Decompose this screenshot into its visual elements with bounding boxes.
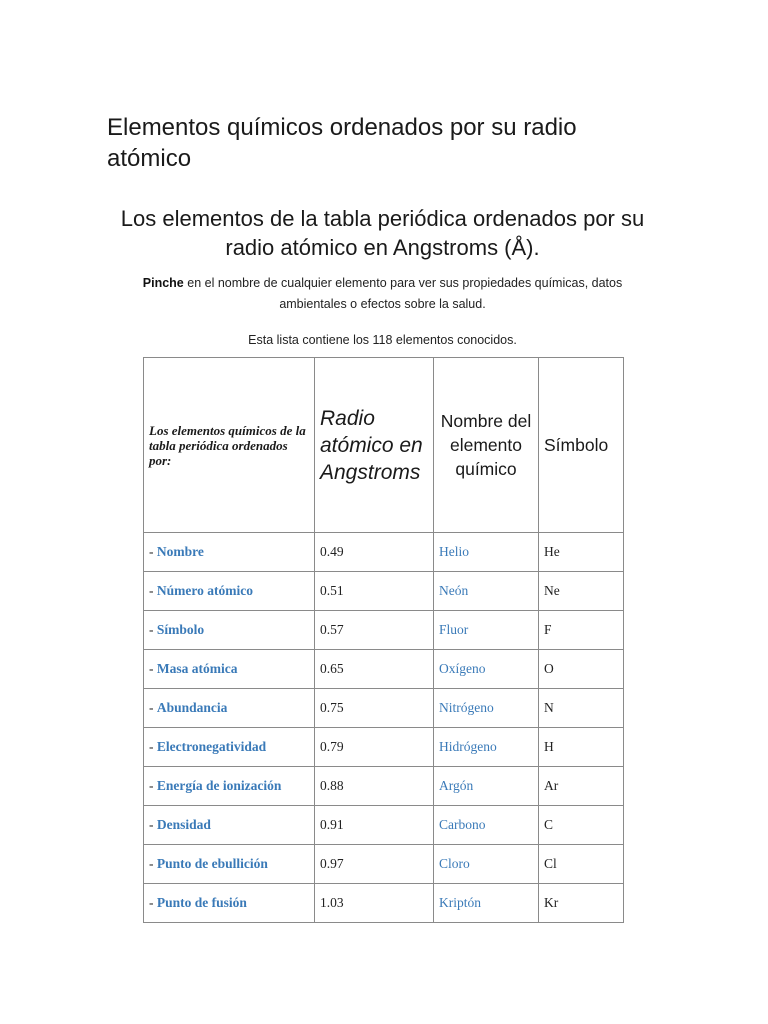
sort-criterion-cell: [144, 611, 315, 650]
radius-value: 0.65: [315, 650, 434, 689]
element-symbol: C: [539, 806, 624, 845]
header-symbol: Símbolo: [539, 358, 624, 533]
element-name-cell: [434, 650, 539, 689]
instructions-bold: Pinche: [142, 276, 184, 290]
sort-criterion-cell: [144, 767, 315, 806]
element-link[interactable]: Carbono: [439, 817, 486, 832]
sort-criterion-cell: [144, 533, 315, 572]
radius-value: 0.91: [315, 806, 434, 845]
table-body: [144, 533, 624, 923]
radius-value: 0.75: [315, 689, 434, 728]
element-symbol: Ne: [539, 572, 624, 611]
element-symbol: N: [539, 689, 624, 728]
element-name-cell: [434, 806, 539, 845]
element-symbol: Cl: [539, 845, 624, 884]
radius-value: 0.79: [315, 728, 434, 767]
instructions-rest: en el nombre de cualquier elemento para ver sus propiedades químicas, datos ambientales o efectos sobre la salud.: [183, 276, 623, 311]
sort-criterion-cell: [144, 728, 315, 767]
table-row: [144, 650, 624, 689]
radius-value: 0.57: [315, 611, 434, 650]
sort-criterion-link[interactable]: Abundancia: [156, 700, 228, 715]
sort-criterion-prefix: -: [149, 895, 157, 910]
header-element-name: Nombre del elemento químico: [434, 358, 539, 533]
element-symbol: Ar: [539, 767, 624, 806]
table-row: [144, 689, 624, 728]
table-header-row: [144, 358, 624, 533]
sort-criterion-prefix: -: [149, 661, 157, 676]
element-symbol: Kr: [539, 884, 624, 923]
instructions-text: [115, 273, 650, 315]
page-subtitle: Los elementos de la tabla periódica ordenados por su radio atómico en Angstroms (Å).: [120, 206, 645, 260]
radius-value: 0.97: [315, 845, 434, 884]
sort-criterion-link[interactable]: Punto de ebullición: [156, 856, 268, 871]
element-name-cell: [434, 572, 539, 611]
sort-criterion-link[interactable]: Punto de fusión: [156, 895, 247, 910]
sort-criterion-link[interactable]: Energía de ionización: [156, 778, 282, 793]
element-name-cell: [434, 767, 539, 806]
sort-criterion-prefix: -: [149, 856, 157, 871]
element-name-cell: [434, 533, 539, 572]
element-link[interactable]: Neón: [439, 583, 469, 598]
sort-criterion-prefix: -: [149, 817, 157, 832]
element-name-cell: [434, 611, 539, 650]
element-name-cell: [434, 845, 539, 884]
table-row: [144, 806, 624, 845]
sort-criterion-prefix: -: [149, 544, 157, 559]
sort-criterion-prefix: -: [149, 778, 157, 793]
sort-criterion-cell: [144, 689, 315, 728]
table-row: [144, 611, 624, 650]
table-row: [144, 572, 624, 611]
element-count-text: Esta lista contiene los 118 elementos conocidos.: [248, 333, 517, 347]
sort-criterion-link[interactable]: Símbolo: [156, 622, 205, 637]
element-link[interactable]: Oxígeno: [439, 661, 486, 676]
sort-criterion-link[interactable]: Número atómico: [156, 583, 253, 598]
sort-criterion-prefix: -: [149, 583, 157, 598]
element-name-cell: [434, 884, 539, 923]
sort-criterion-cell: [144, 884, 315, 923]
element-name-cell: [434, 728, 539, 767]
table-row: [144, 533, 624, 572]
radius-value: 0.51: [315, 572, 434, 611]
element-symbol: F: [539, 611, 624, 650]
element-link[interactable]: Hidrógeno: [439, 739, 497, 754]
element-link[interactable]: Nitrógeno: [439, 700, 494, 715]
element-link[interactable]: Helio: [439, 544, 469, 559]
element-link[interactable]: Fluor: [439, 622, 469, 637]
table-row: [144, 845, 624, 884]
element-symbol: H: [539, 728, 624, 767]
sort-criterion-link[interactable]: Masa atómica: [156, 661, 238, 676]
header-criteria: Los elementos químicos de la tabla periódica ordenados por:: [144, 358, 315, 533]
page-title: Elementos químicos ordenados por su radio atómico: [107, 114, 577, 172]
element-name-cell: [434, 689, 539, 728]
sort-criterion-prefix: -: [149, 622, 157, 637]
table-row: [144, 884, 624, 923]
sort-criterion-link[interactable]: Densidad: [156, 817, 211, 832]
sort-criterion-prefix: -: [149, 739, 157, 754]
element-symbol: He: [539, 533, 624, 572]
sort-criterion-cell: [144, 845, 315, 884]
sort-criterion-cell: [144, 572, 315, 611]
sort-criterion-prefix: -: [149, 700, 157, 715]
radius-value: 0.49: [315, 533, 434, 572]
element-link[interactable]: Kriptón: [439, 895, 481, 910]
sort-criterion-cell: [144, 806, 315, 845]
radius-value: 1.03: [315, 884, 434, 923]
radius-value: 0.88: [315, 767, 434, 806]
sort-criterion-cell: [144, 650, 315, 689]
element-symbol: O: [539, 650, 624, 689]
table-row: [144, 767, 624, 806]
table-row: [144, 728, 624, 767]
sort-criterion-link[interactable]: Electronegatividad: [156, 739, 267, 754]
element-link[interactable]: Argón: [439, 778, 474, 793]
header-radius: Radio atómico en Angstroms: [315, 358, 434, 533]
elements-table: [143, 357, 624, 923]
element-link[interactable]: Cloro: [439, 856, 470, 871]
sort-criterion-link[interactable]: Nombre: [156, 544, 204, 559]
